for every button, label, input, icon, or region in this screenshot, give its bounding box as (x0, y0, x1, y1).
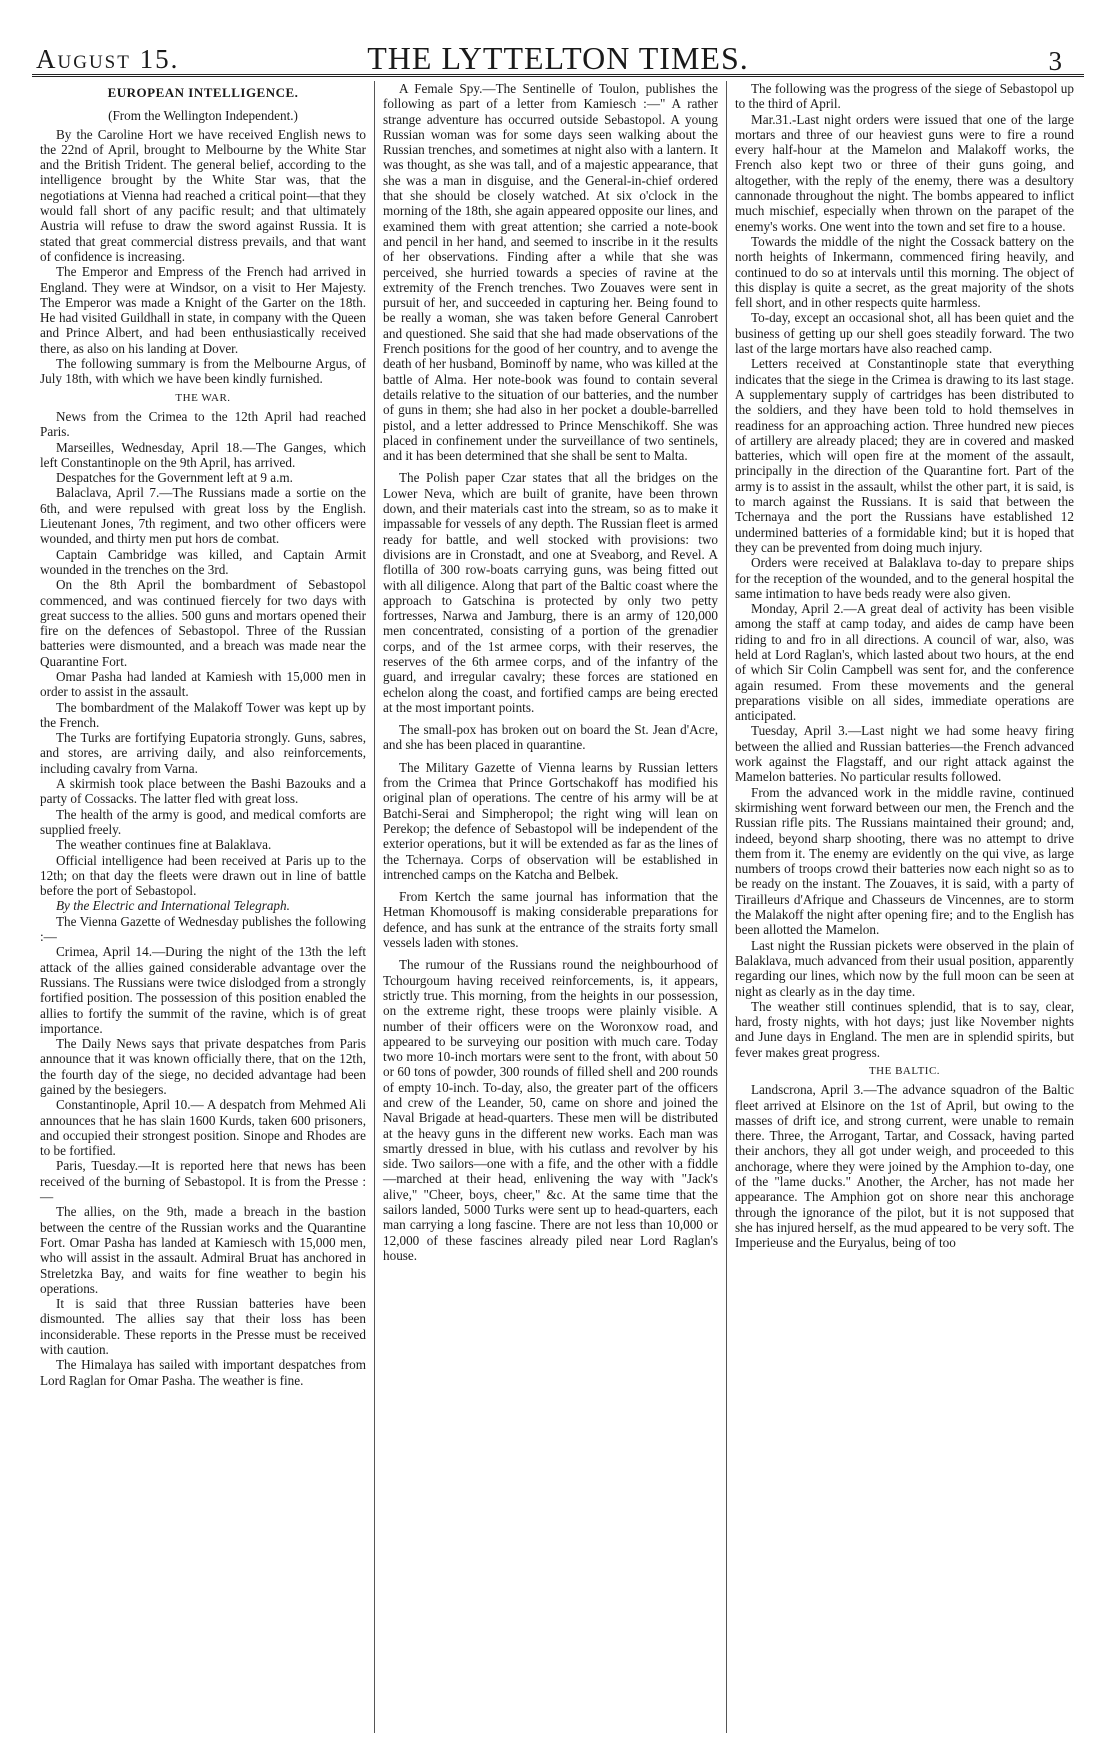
article-paragraph: The Daily News says that private despatches from Paris announce that it was known officially there, that on the 12th, the fourth day of the siege, no decided advantage had been gained by the besiegers. (40, 1036, 366, 1097)
article-paragraph: By the Caroline Hort we have received English news to the 22nd of April, brought to Melbourne by the White Star and the British Trident. The general belief, according to the intelligence brought by the White Star was, that the negotiations at Vienna had reached a critical point—that they would fall short of any pacific result; and that ultimately Austria will refuse to draw the sword against Russia. It is stated that great commercial distress prevails, and that want of confidence is increasing. (40, 126, 366, 264)
newspaper-title: THE LYTTELTON TIMES. (367, 40, 749, 76)
article-paragraph: A skirmish took place between the Bashi Bazouks and a party of Cossacks. The latter fled with great loss. (40, 776, 366, 807)
article-paragraph: Mar.31.-Last night orders were issued that one of the large mortars and three of our heaviest guns were to fire a round every half-hour at the Mamelon and Malakoff works, the French also kept two or three of their guns going, and altogether, with the reply of the enemy, there was a desultory cannonade throughout the night. The bombs appeared to inflict much mischief, especially when thrown on the parapet of the enemy's works. One went into the town and set fire to a house. (735, 111, 1074, 234)
column-3 (726, 81, 1082, 1733)
article-paragraph: To-day, except an occasional shot, all has been quiet and the business of getting up our shell goes steadily forward. The two last of the large mortars have also reached camp. (735, 310, 1074, 357)
article-paragraph: The small-pox has broken out on board the St. Jean d'Acre, and she has been placed in quarantine. (383, 722, 718, 753)
article-paragraph: Official intelligence had been received at Paris up to the 12th; on that day the fleets were drawn out in line of battle before the port of Sebastopol. (40, 852, 366, 899)
article-paragraph: Marseilles, Wednesday, April 18.—The Ganges, which left Constantinople on the 9th April, has arrived. (40, 439, 366, 470)
article-paragraph: On the 8th April the bombardment of Sebastopol commenced, and was continued fiercely for two days with great success to the allies. 500 guns and mortars opened their fire on the defences of Sebastopol. Three of the Russian batteries were dismounted, and a breach was made near the Quarantine Fort. (40, 577, 366, 669)
article-paragraph: Orders were received at Balaklava to-day to prepare ships for the reception of the wounded, and to the general hospital the same intimation to have beds ready were also given. (735, 555, 1074, 601)
article-paragraph: Last night the Russian pickets were observed in the plain of Balaklava, much advanced from their usual position, apparently regarding our lines, which now by the full moon can be seen at night as clearly as in the day time. (735, 937, 1074, 999)
article-paragraph: Crimea, April 14.—During the night of the 13th the left attack of the allies gained considerable advantage over the Russians. The Russians were twice dislodged from a strongly fortified position. The possession of this position enabled the allies to fortify the summit of the ravine, which is of great importance. (40, 944, 366, 1036)
article-paragraph: A Female Spy.—The Sentinelle of Toulon, publishes the following as part of a letter from Kamiesch :—" A rather strange adventure has occurred outside Sebastopol. A young Russian woman was for some days seen walking about the Russian trenches, and sometimes at night also with a lantern. It was thought, as she was tall, and of a majestic appearance, that she was a man in disguise, and the General-in-chief ordered that she should be closely watched. At six o'clock in the morning of the 18th, she again appeared opposite our lines, and examined them with great attention; she carried a note-book and pencil in her hand, and seemed to inscribe in it the results of her observations. Finding after a while that she was perceived, she hurried towards a species of ravine at the extremity of the French trenches. Two Zouaves were sent in pursuit of her, and succeeded in capturing her. Being found to be really a woman, she was taken before General Canrobert and questioned. She said that she had made observations of the French positions for the good of her country, and to avenge the death of her husband, Bominoff by name, who was killed at the battle of Alma. Her note-book was found to contain several details relative to the situation of our batteries, and the number of guns in them; she had also in her pocket a double-barrelled pistol, and a letter addressed to Prince Menschikoff. She was placed in confinement under the surveillance of two sentinels, and it has been determined that she shall be sent to Malta. (383, 81, 718, 464)
column-2 (374, 81, 726, 1733)
article-paragraph: Paris, Tuesday.—It is reported here that news has been received of the burning of Sebastopol. It is from the Presse :— (40, 1158, 366, 1205)
article-paragraph: The Himalaya has sailed with important despatches from Lord Raglan for Omar Pasha. The weather is fine. (40, 1357, 366, 1388)
article-paragraph: It is said that three Russian batteries have been dismounted. The allies say that their loss has been inconsiderable. These reports in the Presse must be received with caution. (40, 1296, 366, 1358)
article-paragraph: News from the Crimea to the 12th April had reached Paris. (40, 408, 366, 440)
article-paragraph: Captain Cambridge was killed, and Captain Armit wounded in the trenches on the 3rd. (40, 546, 366, 577)
article-paragraph: Despatches for the Government left at 9 a.m. (56, 470, 293, 486)
article-paragraph: The Turks are fortifying Eupatoria strongly. Guns, sabres, and stores, are arriving daily, and also reinforcements, including cavalry from Varna. (40, 730, 366, 776)
article-paragraph: Landscrona, April 3.—The advance squadron of the Baltic fleet arrived at Elsinore on the 1st of April, but owing to the masses of drift ice, and strong current, were unable to remain there. Three, the Arrogant, Tartar, and Cossack, having parted their anchors, they all got under weigh, and proceeded to this anchorage, where they were joined by the Amphion to-day, one of the "lame ducks." Another, the Archer, has not made her appearance. The Amphion got on shore near this anchorage through the ignorance of the pilot, but it is not supposed that she has injured herself, as the mud appeared to be very soft. The Imperieuse and the Euryalus, being of too (735, 1082, 1074, 1251)
article-paragraph: The bombardment of the Malakoff Tower was kept up by the French. (40, 699, 366, 730)
article-paragraph: From Kertch the same journal has information that the Hetman Khomousoff is making considerable preparations for defence, and has sunk at the entrance of the straits forty small vessels laden with stones. (383, 889, 718, 951)
article-paragraph: Monday, April 2.—A great deal of activity has been visible among the staff at camp today, and aides de camp have been riding to and fro in all directions. A council of war, also, was held at Lord Raglan's, which lasted about two hours, at the end of which Sir Colin Campbell was sent for, and the conference again resumed. From these movements and the general preparations visible on all sides, immediate operations are anticipated. (735, 601, 1074, 724)
article-paragraph: Letters received at Constantinople state that everything indicates that the siege in the Crimea is drawing to its last stage. A supplementary supply of cartridges has been distributed to the soldiers, and they have been told to hold themselves in readiness for an approaching action. Three hundred new pieces of artillery are already placed; they are in covered and masked batteries, which will open fire at the moment of the assault, principally in the direction of the Quarantine fort. Part of the army is to assist in the assault, whilst the other part, it is said, is to march against the Russians. It is said that between the Tchernaya and the port the Russians have established 12 undermined batteries of a formidable kind; but it is hoped that they can be prevented from doing much injury. (735, 356, 1074, 555)
article-paragraph: The weather still continues splendid, that is to say, clear, hard, frosty nights, with hot days; just like November nights and June days in England. The men are in splendid spirits, but fever makes great progress. (735, 998, 1074, 1060)
article-paragraph: The allies, on the 9th, made a breach in the bastion between the centre of the Russian works and the Quarantine Fort. Omar Pasha has landed at Kamiesch with 15,000 men, who will assist in the assault. Admiral Bruat has anchored in Streletzka Bay, and waits for fine weather to begin his operations. (40, 1204, 366, 1296)
masthead (32, 0, 1084, 74)
section-heading: EUROPEAN INTELLIGENCE. (107, 85, 299, 100)
article-paragraph: The weather continues fine at Balaklava. (56, 837, 272, 853)
article-paragraph: Omar Pasha had landed at Kamiesh with 15,000 men in order to assist in the assault. (40, 668, 366, 700)
subsection-heading: THE BALTIC. (868, 1065, 941, 1077)
article-paragraph: The following summary is from the Melbourne Argus, of July 18th, with which we have been kindly furnished. (40, 356, 366, 387)
article-paragraph: The Polish paper Czar states that all the bridges on the Lower Neva, which are built of granite, have been thrown down, and their materials cast into the stream, so as to make it impassable for vessels of any depth. The Russian fleet is armed ready for battle, and well stocked with provisions: two divisions are in Cronstadt, and one at Sveaborg, and Revel. A flotilla of 300 row-boats carrying guns, was being fitted out with all diligence. Along that part of the Baltic coast where the approach to Gatschina is protected by only two petty fortresses, Narwa and Jamburg, there is an army of 120,000 men concentrated, consisting of a portion of the grenadier corps, and of the 1st armee corps, with their reserves, the reserves of the 6th armee corps, and of the infantry of the guard, and irregular cavalry; these forces are stationed en echelon along the coast, and fortified camps are being erected at the most important points. (383, 470, 718, 715)
article-paragraph: The Military Gazette of Vienna learns by Russian letters from the Crimea that Prince Gortschakoff has modified his original plan of operations. The centre of his army will be at Batchi-Serai and Simpheropol; the right wing will lean on Perekop; the defence of Sebastopol will be independent of the exterior operations, but it will be extended as far as the lines of the Tchernaya. Corps of observation will be established in intrenched camps on the Katcha and Belbek. (383, 759, 718, 882)
article-paragraph: The following was the progress of the siege of Sebastopol up to the third of April. (735, 81, 1074, 112)
issue-date: August 15. (36, 44, 180, 74)
article-paragraph: The Emperor and Empress of the French had arrived in England. They were at Windsor, on a visit to Her Majesty. The Emperor was made a Knight of the Garter on the 18th. He had visited Guildhall in state, in company with the Queen and Prince Albert, and had been enthusiastically received there, as also on his landing at Dover. (40, 264, 366, 356)
source-byline: (From the Wellington Independent.) (108, 108, 298, 124)
column-1 (32, 81, 374, 1733)
article-paragraph: The health of the army is good, and medical comforts are supplied freely. (40, 806, 366, 837)
article-paragraph: The Vienna Gazette of Wednesday publishes the following :— (40, 913, 366, 945)
article-paragraph: From the advanced work in the middle ravine, continued skirmishing went forward between our men, the French and the Russian rifle pits. The Russians maintained their ground; and, indeed, beyond sharp shooting, there was no attempt to drive them from it. The enemy are evidently on the qui vive, as large numbers of troops crowd their batteries now each night so as to be ready on the instant. The Zouaves, it is said, with a party of Tirailleurs d'Afrique and Chasseurs de Vincennes, are to storm the Malakoff the night after opening fire; and to the English has been allotted the Mamelon. (735, 784, 1074, 938)
article-paragraph: Towards the middle of the night the Cossack battery on the north heights of Inkermann, commenced firing heavily, and continued to do so at intervals until this morning. The object of this display is quite a secret, as the great majority of the shots fell short, and in other respects quite harmless. (735, 233, 1074, 311)
article-paragraph: Tuesday, April 3.—Last night we had some heavy firing between the allied and Russian batteries—the French advanced work against the Flagstaff, and our right attack against the Mamelon batteries. No particular results followed. (735, 723, 1074, 785)
subsection-heading: THE WAR. (175, 391, 231, 404)
telegraph-credit: By the Electric and International Telegraph. (56, 898, 290, 914)
columns (32, 81, 1084, 1733)
article-paragraph: Balaclava, April 7.—The Russians made a sortie on the 6th, and were repulsed with great loss by the English. Lieutenant Jones, 7th regiment, and two other officers were wounded, and thirty men put hors de combat. (40, 485, 366, 547)
article-paragraph: Constantinople, April 10.— A despatch from Mehmed Ali announces that he has slain 1600 Kurds, taken 600 prisoners, and occupied their strongest position. Sinope and Rhodes are to be fortified. (40, 1097, 366, 1159)
page-number: 3 (1048, 46, 1062, 76)
article-paragraph: The rumour of the Russians round the neighbourhood of Tchourgoum having received reinforcements, is, it appears, strictly true. This morning, from the heights in our possession, on the extreme right, these troops were plainly visible. A number of their officers were on the Woronxow road, and appeared to be surveying our position with much care. Today two more 10-inch mortars were sent to the front, with about 50 or 60 tons of powder, 300 rounds of filled shell and 200 rounds of empty 10-inch. To-day, also, the greater part of the officers and crew of the Leander, 50, came on shore and joined the Naval Brigade at head-quarters. These men will be distributed at the heavy guns in the different new works. Each man was smartly dressed in blue, with his cutlass and revolver by his side. Two sailors—one with a fife, and the other with a fiddle—marched at their head, enlivening the way with "Jack's alive," "Cheer, boys, cheer," &c. At the same time that the sailors landed, 5000 Turks were sent up to head-quarters, each man carrying a long fascine. There are not less than 10,000 or 12,000 of these fascines already piled near Lord Raglan's house. (383, 957, 718, 1263)
